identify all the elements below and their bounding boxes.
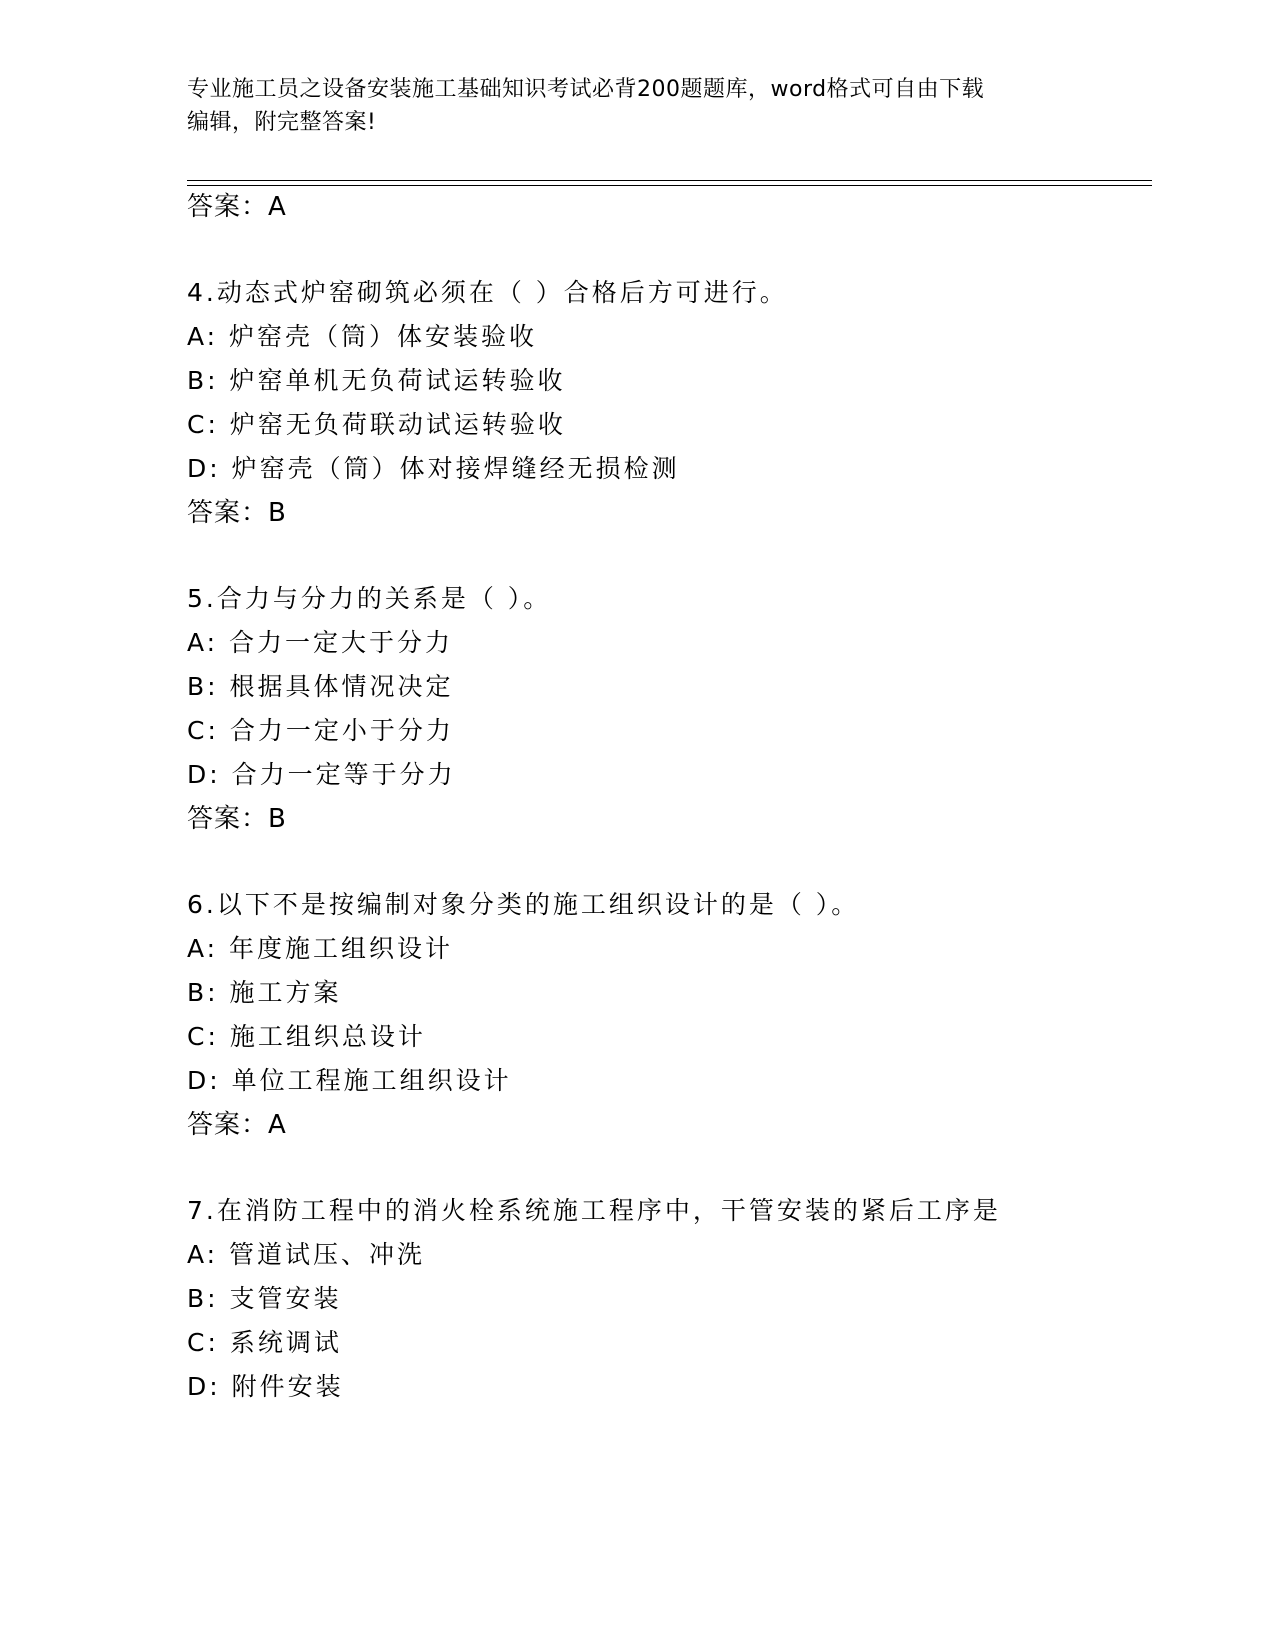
question-6-option-b: B: 施工方案 — [187, 978, 342, 1007]
question-6-option-a: A: 年度施工组织设计 — [187, 934, 454, 963]
question-5-option-d: D: 合力一定等于分力 — [187, 760, 456, 789]
answer-q3: 答案：A — [187, 192, 287, 222]
question-5-option-b: B: 根据具体情况决定 — [187, 672, 454, 701]
answer-q6: 答案：A — [187, 1110, 287, 1140]
question-4-option-c: C: 炉窑无负荷联动试运转验收 — [187, 410, 566, 439]
question-6-option-c: C: 施工组织总设计 — [187, 1022, 426, 1051]
answer-q5: 答案：B — [187, 804, 287, 834]
question-7-stem: 7.在消防工程中的消火栓系统施工程序中，干管安装的紧后工序是 — [187, 1196, 1001, 1225]
question-5-option-c: C: 合力一定小于分力 — [187, 716, 454, 745]
question-4-option-d: D: 炉窑壳（筒）体对接焊缝经无损检测 — [187, 454, 680, 483]
question-4-option-a: A: 炉窑壳（筒）体安装验收 — [187, 322, 538, 351]
question-6-stem: 6.以下不是按编制对象分类的施工组织设计的是（ ）。 — [187, 890, 860, 919]
header-title-line-1: 专业施工员之设备安装施工基础知识考试必背200题题库，word格式可自由下载 — [187, 77, 985, 102]
answer-q4: 答案：B — [187, 498, 287, 528]
question-6-option-d: D: 单位工程施工组织设计 — [187, 1066, 512, 1095]
question-5-option-a: A: 合力一定大于分力 — [187, 628, 454, 657]
question-7-option-a: A: 管道试压、冲洗 — [187, 1240, 426, 1269]
header-divider-top — [187, 180, 1152, 181]
question-7-option-b: B: 支管安装 — [187, 1284, 342, 1313]
document-header — [187, 73, 1087, 139]
question-7-option-d: D: 附件安装 — [187, 1372, 344, 1401]
header-divider-bottom — [187, 185, 1152, 186]
header-title-line-2: 编辑，附完整答案! — [187, 110, 377, 135]
question-5-stem: 5.合力与分力的关系是（ ）。 — [187, 584, 552, 613]
question-4-stem: 4.动态式炉窑砌筑必须在（ ）合格后方可进行。 — [187, 278, 788, 307]
question-4-option-b: B: 炉窑单机无负荷试运转验收 — [187, 366, 566, 395]
question-7-option-c: C: 系统调试 — [187, 1328, 342, 1357]
